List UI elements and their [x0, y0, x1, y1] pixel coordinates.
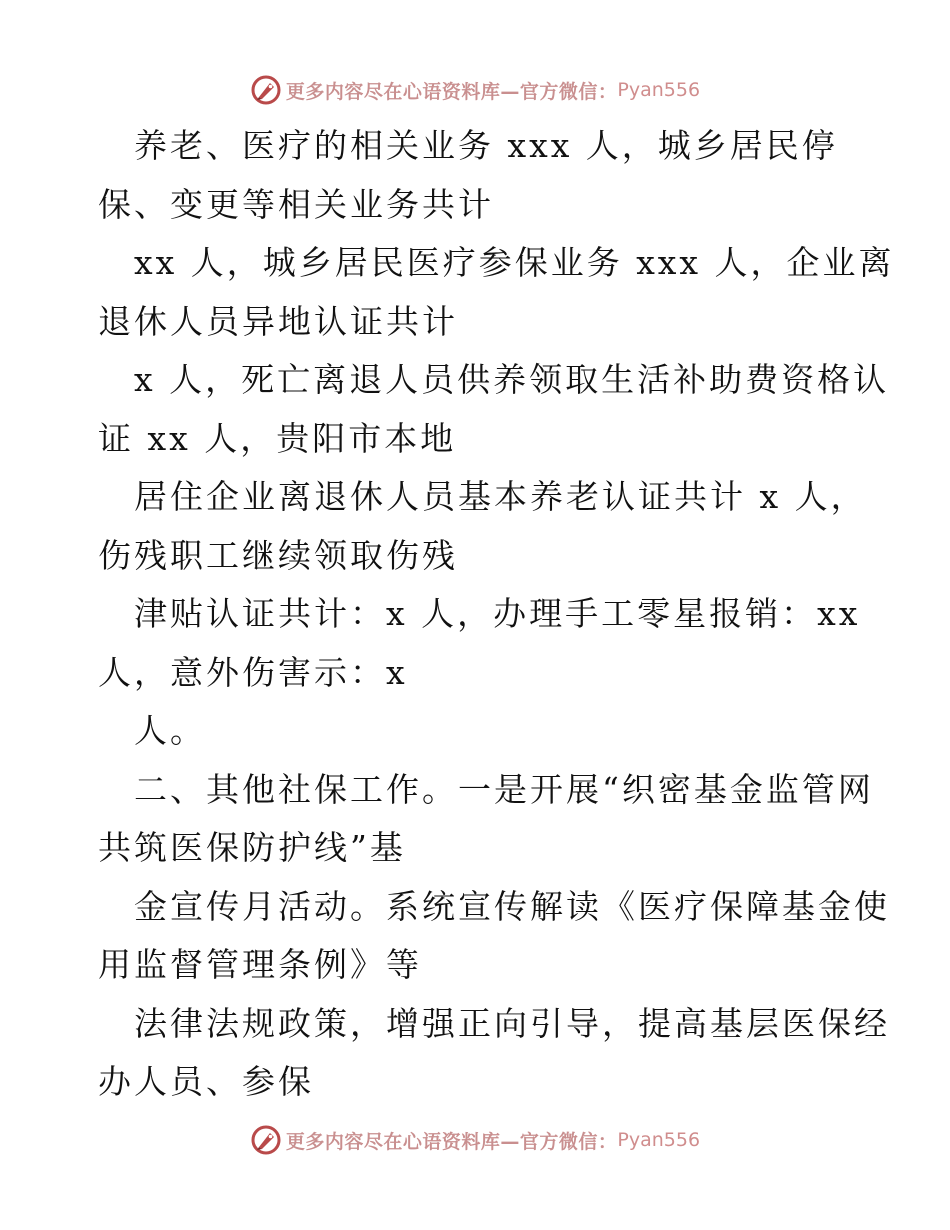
watermark-wechat-id: Pyan556 — [617, 1129, 701, 1151]
text-line: 二、其他社保工作。一是开展“织密基金监管网 — [134, 769, 874, 809]
text-line: 金宣传月活动。系统宣传解读《医疗保障基金使 — [134, 886, 890, 926]
document-body — [98, 117, 895, 1112]
watermark-wechat-id: Pyan556 — [617, 79, 701, 101]
text-line: x 人，死亡离退人员供养领取生活补助费资格认 — [134, 360, 890, 399]
text-line: 共筑医保防护线”基 — [98, 828, 406, 867]
text-line: 办人员、参保 — [98, 1062, 314, 1101]
watermark-text: 更多内容尽在心语资料库—官方微信： — [285, 80, 618, 103]
text-line: 居住企业离退休人员基本养老认证共计 x 人， — [134, 477, 867, 516]
text-line: 人，意外伤害示：x — [98, 652, 408, 692]
watermark-text: 更多内容尽在心语资料库—官方微信： — [285, 1130, 618, 1153]
text-line: 保、变更等相关业务共计 — [98, 184, 494, 224]
watermark-footer — [0, 1122, 950, 1158]
text-line: 人。 — [134, 711, 206, 750]
text-line: 法律法规政策，增强正向引导，提高基层医保经 — [134, 1003, 890, 1043]
text-line: 津贴认证共计：x 人，办理手工零星报销：xx — [134, 594, 861, 633]
text-line: 证 xx 人，贵阳市本地 — [98, 418, 457, 458]
text-line: 养老、医疗的相关业务 xxx 人，城乡居民停 — [134, 126, 838, 165]
text-line: 退休人员异地认证共计 — [98, 301, 458, 341]
pen-nib-logo-icon — [250, 1124, 282, 1156]
text-line: xx 人，城乡居民医疗参保业务 xxx 人，企业离 — [134, 243, 895, 282]
text-line: 用监督管理条例》等 — [98, 945, 422, 984]
pen-nib-logo-icon — [250, 74, 282, 106]
text-line: 伤残职工继续领取伤残 — [98, 535, 458, 575]
watermark-header — [0, 72, 950, 108]
